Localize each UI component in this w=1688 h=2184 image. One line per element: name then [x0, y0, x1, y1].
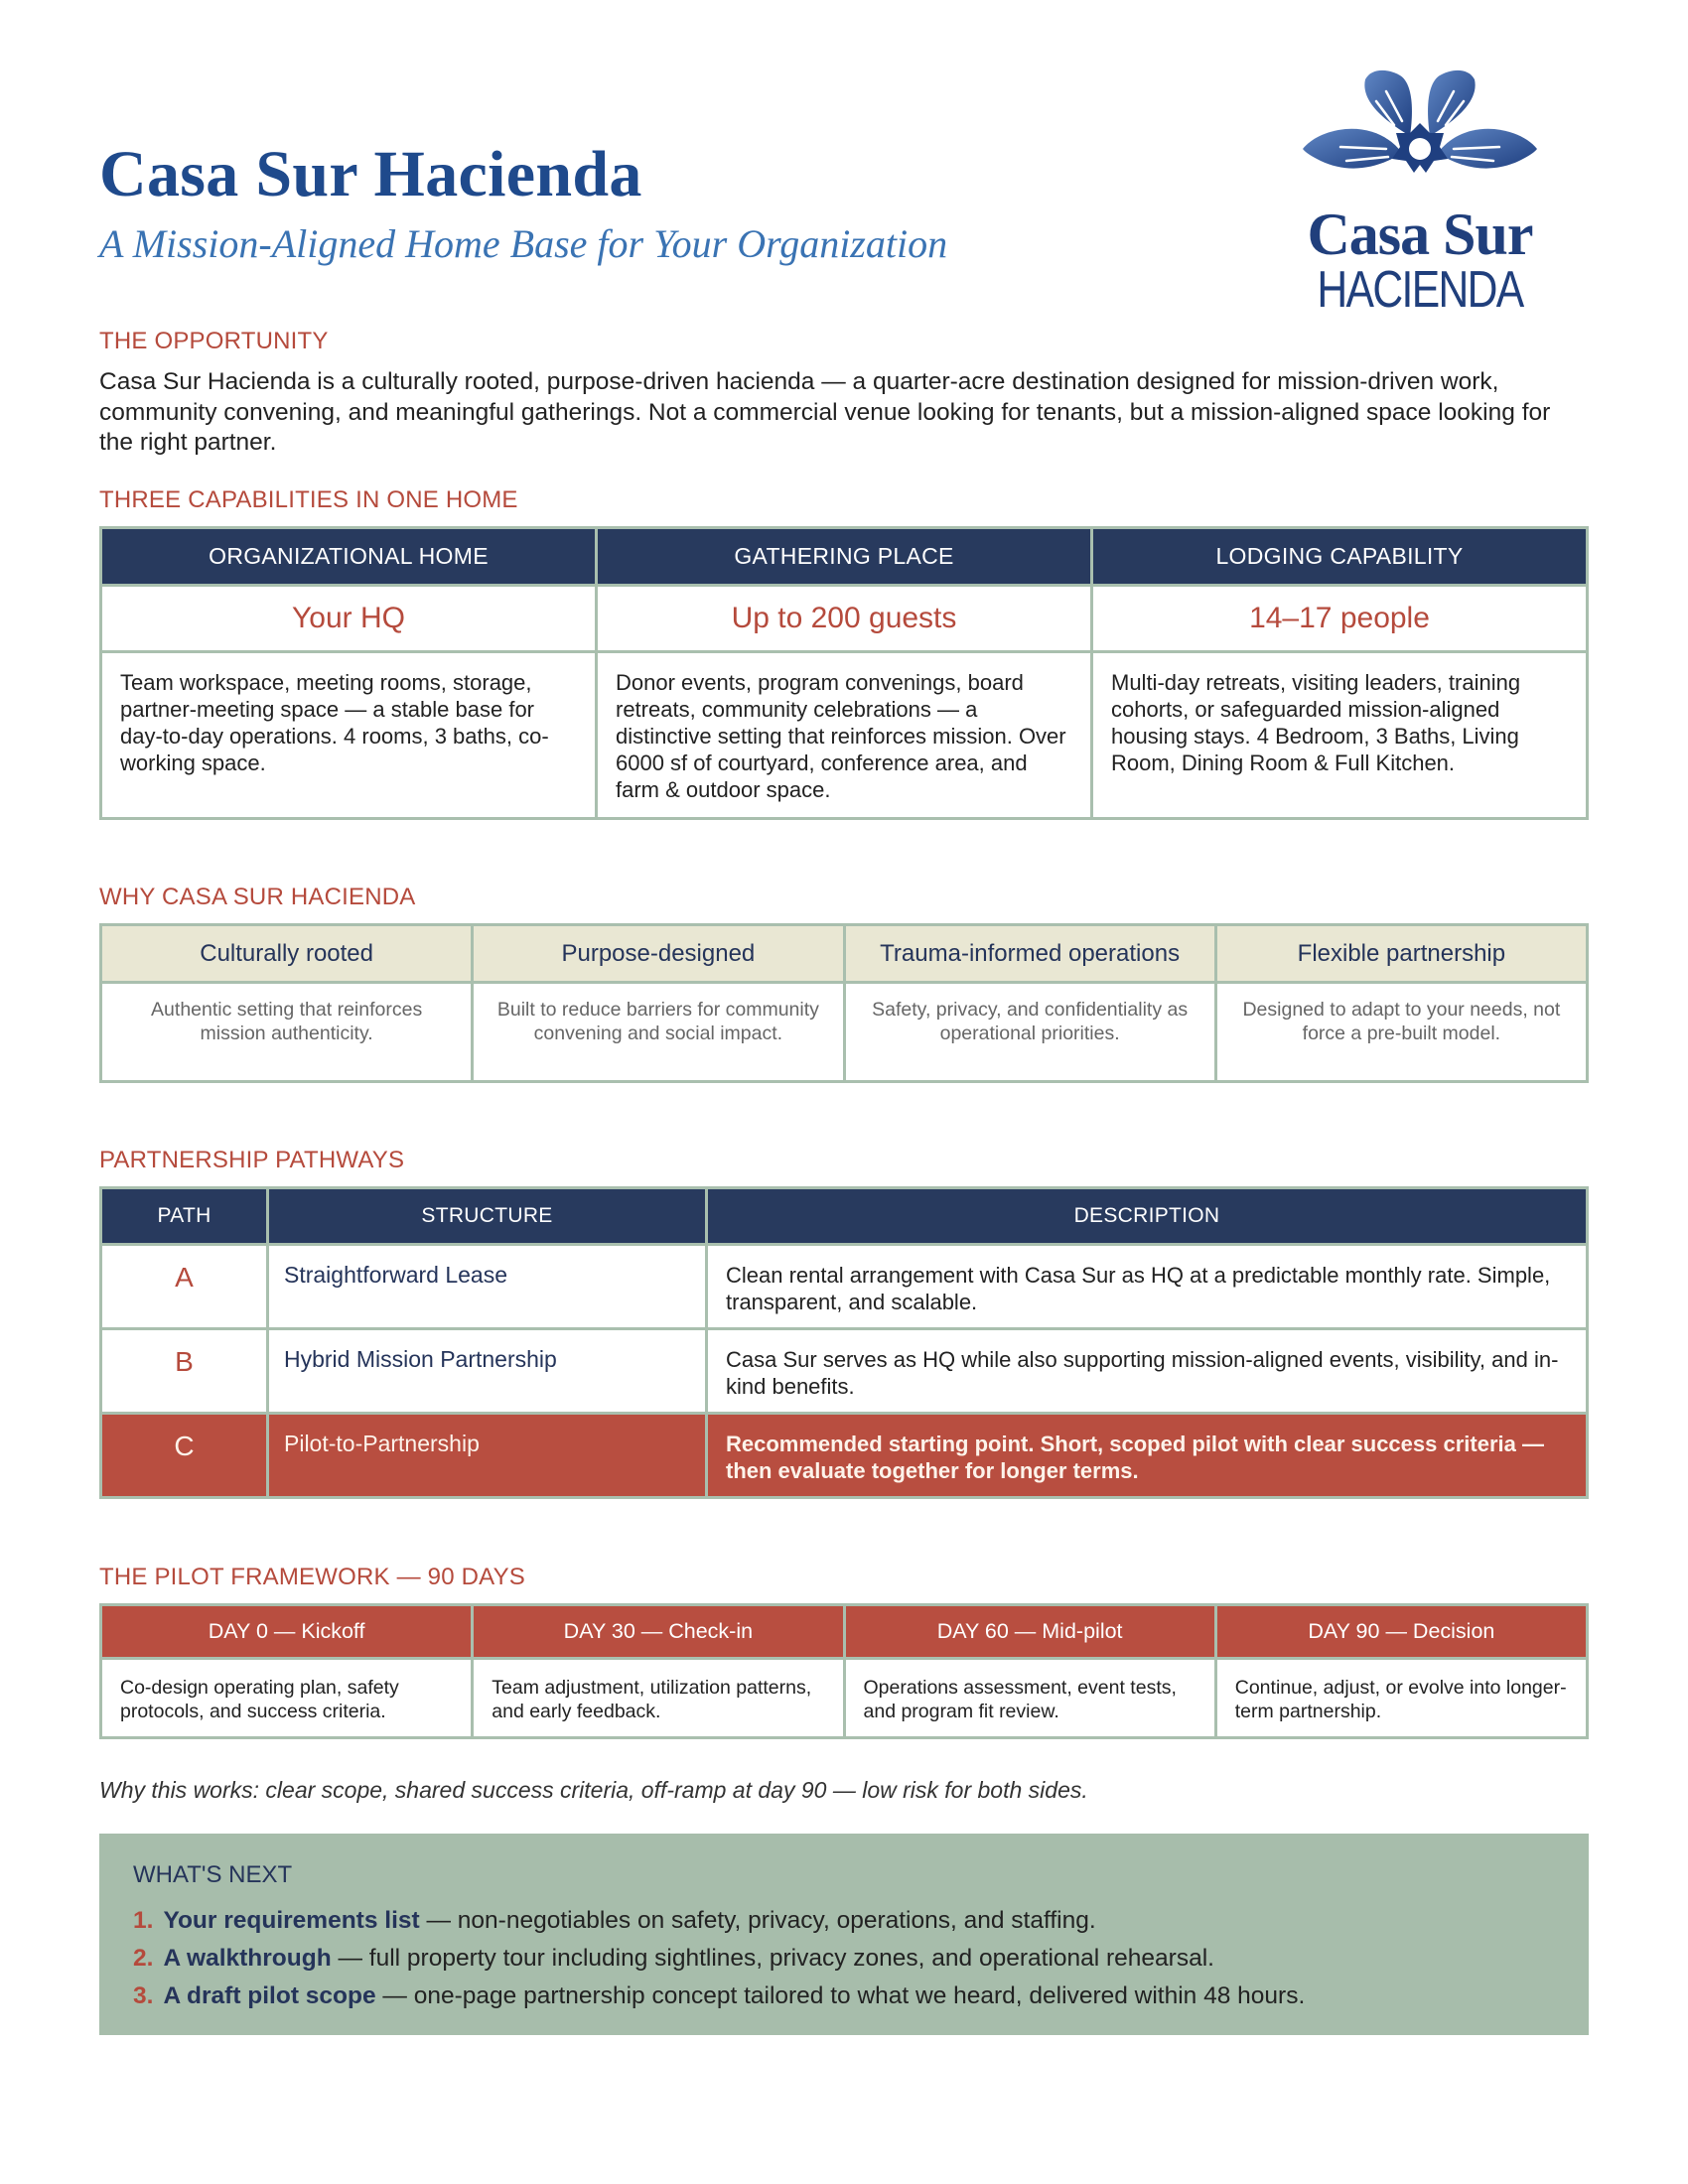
next-step-detail: — one-page partnership concept tailored to what we heard, delivered within 48 hours.: [375, 1982, 1306, 2009]
pathway-structure: Pilot-to-Partnership: [268, 1414, 707, 1498]
pilot-text: Co-design operating plan, safety protocols, and success criteria.: [101, 1659, 473, 1738]
pathway-row: [101, 1329, 1588, 1414]
capability-header: LODGING CAPABILITY: [1092, 528, 1588, 586]
pathway-letter: A: [101, 1245, 268, 1329]
pilot-milestone: DAY 90 — Decision: [1215, 1605, 1587, 1659]
capabilities-description-row: [101, 652, 1588, 819]
pilot-note: Why this works: clear scope, shared success criteria, off-ramp at day 90 — low risk for both sides.: [99, 1777, 1088, 1803]
pathway-letter: C: [101, 1414, 268, 1498]
pathway-row: [101, 1245, 1588, 1329]
pathway-row-recommended: [101, 1414, 1588, 1498]
logo: [1291, 62, 1549, 320]
next-step-lead: A walkthrough: [163, 1945, 332, 1972]
why-table: [99, 923, 1589, 1083]
why-header: Culturally rooted: [101, 925, 473, 983]
section-heading-capabilities: THREE CAPABILITIES IN ONE HOME: [99, 486, 518, 513]
pathway-description: Recommended starting point. Short, scoped pilot with clear success criteria — then evaluate together for longer terms.: [707, 1414, 1588, 1498]
section-heading-pathways: PARTNERSHIP PATHWAYS: [99, 1147, 405, 1173]
pilot-milestone: DAY 0 — Kickoff: [101, 1605, 473, 1659]
next-step-item: [133, 1940, 1589, 1978]
pilot-header-row: [101, 1605, 1588, 1659]
next-step-lead: A draft pilot scope: [163, 1982, 376, 2009]
page-title: Casa Sur Hacienda: [99, 138, 642, 210]
pilot-text: Team adjustment, utilization patterns, and early feedback.: [473, 1659, 844, 1738]
pilot-text: Continue, adjust, or evolve into longer-term partnership.: [1215, 1659, 1587, 1738]
section-heading-opportunity: THE OPPORTUNITY: [99, 328, 329, 354]
next-step-number: 1.: [133, 1907, 154, 1934]
pathways-col-header: STRUCTURE: [268, 1188, 707, 1245]
pathways-header-row: [101, 1188, 1588, 1245]
next-step-item: [133, 1902, 1589, 1940]
capabilities-table: [99, 526, 1589, 820]
capability-header: ORGANIZATIONAL HOME: [101, 528, 597, 586]
next-step-lead: Your requirements list: [163, 1907, 420, 1934]
capability-description: Multi-day retreats, visiting leaders, training cohorts, or safeguarded mission-aligned housing stays. 4 Bedroom, 3 Baths, Living Room, Dining Room & Full Kitchen.: [1092, 652, 1588, 819]
section-heading-pilot: THE PILOT FRAMEWORK — 90 DAYS: [99, 1564, 525, 1590]
pathway-structure: Straightforward Lease: [268, 1245, 707, 1329]
why-text: Safety, privacy, and confidentiality as operational priorities.: [844, 983, 1215, 1082]
logo-wordmark-casa-sur: Casa Sur: [1307, 202, 1533, 267]
pilot-text: Operations assessment, event tests, and program fit review.: [844, 1659, 1215, 1738]
pilot-milestone: DAY 30 — Check-in: [473, 1605, 844, 1659]
capability-description: Donor events, program convenings, board retreats, community celebrations — a distinctive setting that reinforces mission. Over 6000 sf of courtyard, conference area, and farm & outdoor space.: [597, 652, 1092, 819]
pathway-description: Clean rental arrangement with Casa Sur as HQ at a predictable monthly rate. Simple, transparent, and scalable.: [707, 1245, 1588, 1329]
logo-wordmark-hacienda: HACIENDA: [1317, 261, 1523, 319]
next-step-number: 3.: [133, 1982, 154, 2009]
why-header-row: [101, 925, 1588, 983]
capability-metric: 14–17 people: [1092, 586, 1588, 652]
pathway-description: Casa Sur serves as HQ while also supporting mission-aligned events, visibility, and in-kind benefits.: [707, 1329, 1588, 1414]
pilot-milestone: DAY 60 — Mid-pilot: [844, 1605, 1215, 1659]
pilot-table: [99, 1603, 1589, 1739]
capability-description: Team workspace, meeting rooms, storage, partner-meeting space — a stable base for day-to-day operations. 4 rooms, 3 baths, co-working space.: [101, 652, 597, 819]
pathway-letter: B: [101, 1329, 268, 1414]
capability-metric: Your HQ: [101, 586, 597, 652]
section-heading-why: WHY CASA SUR HACIENDA: [99, 884, 416, 910]
capabilities-metric-row: [101, 586, 1588, 652]
why-text-row: [101, 983, 1588, 1082]
flower-icon: [1291, 62, 1549, 210]
opportunity-paragraph: Casa Sur Hacienda is a culturally rooted, purpose-driven hacienda — a quarter-acre destination designed for mission-driven work, community convening, and meaningful gatherings. Not a commercial venue looking for tenants, but a mission-aligned space looking for the right partner.: [99, 368, 1551, 456]
why-text: Built to reduce barriers for community convening and social impact.: [473, 983, 844, 1082]
pilot-text-row: [101, 1659, 1588, 1738]
pathways-col-header: DESCRIPTION: [707, 1188, 1588, 1245]
next-step-detail: — non-negotiables on safety, privacy, operations, and staffing.: [419, 1907, 1096, 1934]
whats-next-panel: [99, 1834, 1589, 2035]
why-header: Trauma-informed operations: [844, 925, 1215, 983]
pathway-structure: Hybrid Mission Partnership: [268, 1329, 707, 1414]
pathways-table: [99, 1186, 1589, 1499]
page-subtitle: A Mission-Aligned Home Base for Your Organization: [99, 221, 948, 266]
capabilities-header-row: [101, 528, 1588, 586]
next-step-detail: — full property tour including sightlines, privacy zones, and operational rehearsal.: [331, 1945, 1214, 1972]
why-text: Authentic setting that reinforces mission authenticity.: [101, 983, 473, 1082]
next-step-number: 2.: [133, 1945, 154, 1972]
why-header: Flexible partnership: [1215, 925, 1587, 983]
next-step-item: [133, 1978, 1589, 2015]
pathways-col-header: PATH: [101, 1188, 268, 1245]
whats-next-title: WHAT'S NEXT: [133, 1861, 293, 1888]
capability-header: GATHERING PLACE: [597, 528, 1092, 586]
capability-metric: Up to 200 guests: [597, 586, 1092, 652]
why-text: Designed to adapt to your needs, not force a pre-built model.: [1215, 983, 1587, 1082]
why-header: Purpose-designed: [473, 925, 844, 983]
